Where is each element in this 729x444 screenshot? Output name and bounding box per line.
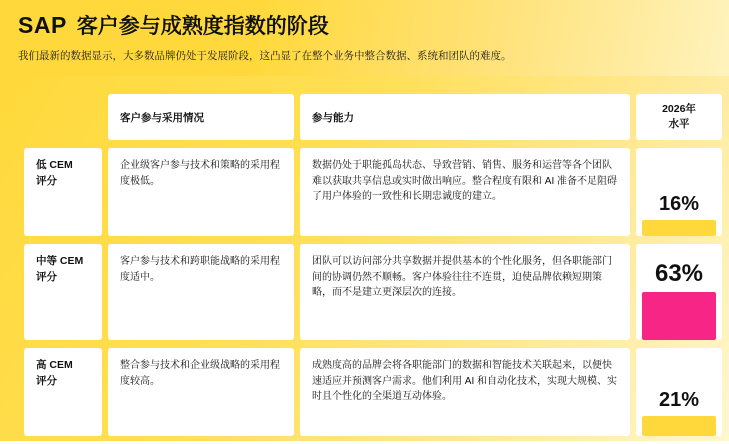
title-row <box>18 10 711 40</box>
cell-stat-high <box>636 348 722 436</box>
column-2026-level-line1: 2026年 <box>662 103 696 116</box>
cell-adoption-high-text: 整合参与技术和企业级战略的采用程度较高。 <box>120 360 280 387</box>
corner-blank <box>24 94 102 140</box>
stat-bar-low <box>642 220 716 236</box>
cell-adoption-medium <box>108 244 294 340</box>
row-label-high <box>24 348 102 436</box>
row-label-high-line2: 评分 <box>36 374 57 387</box>
row-label-low <box>24 148 102 236</box>
stat-bar-high <box>642 416 716 436</box>
cell-capability-high <box>300 348 630 436</box>
table-row <box>24 148 722 236</box>
column-2026-level-line2: 水平 <box>668 118 690 130</box>
page-title: 客户参与成熟度指数的阶段 <box>76 15 329 38</box>
cell-capability-low <box>300 148 630 236</box>
content-area <box>0 76 729 441</box>
row-label-high-line1: 高 CEM <box>36 359 73 371</box>
table-header-row <box>24 94 722 140</box>
row-label-medium-line2: 评分 <box>36 270 57 283</box>
cell-stat-medium <box>636 244 722 340</box>
row-label-medium-line1: 中等 CEM <box>36 255 84 267</box>
table-row <box>24 348 722 436</box>
cell-adoption-low <box>108 148 294 236</box>
row-label-medium <box>24 244 102 340</box>
sap-logo: SAP <box>18 12 67 38</box>
column-capability <box>300 94 630 140</box>
cell-adoption-medium-text: 客户参与技术和跨职能战略的采用程度适中。 <box>120 256 280 283</box>
column-capability-label: 参与能力 <box>312 111 354 124</box>
cell-capability-medium-text: 团队可以访问部分共享数据并提供基本的个性化服务，但各职能部门间的协调仍然不顺畅。客户体验往往不连贯，迫使品牌依赖短期策略，而不是建立更深层次的连接。 <box>312 256 612 298</box>
row-label-low-line1: 低 CEM <box>36 159 73 171</box>
table-row <box>24 244 722 340</box>
cell-adoption-high <box>108 348 294 436</box>
page-header <box>0 0 729 76</box>
cell-capability-low-text: 数据仍处于职能孤岛状态、导致营销、销售、服务和运营等各个团队难以获取共享信息或实时做出响应。整合程度有限和 AI 准备不足阻碍了用户体验的一致性和长期忠诚度的建立。 <box>312 160 618 202</box>
page-subtitle: 我们最新的数据显示，大多数品牌仍处于发展阶段，这凸显了在整个业务中整合数据、系统和团队的难度。 <box>18 50 512 62</box>
stat-bar-medium <box>642 292 716 340</box>
cell-stat-low <box>636 148 722 236</box>
stat-value-low: 16% <box>658 193 700 215</box>
maturity-table <box>18 86 728 444</box>
cell-capability-high-text: 成熟度高的品牌会将各职能部门的数据和智能技术关联起来，以便快速适应并预测客户需求。他们利用 AI 和自动化技术，实现大规模、实时且个性化的全渠道互动体验。 <box>312 360 618 402</box>
stat-value-high: 21% <box>658 389 700 411</box>
row-label-low-line2: 评分 <box>36 174 57 187</box>
column-2026-level <box>636 94 722 140</box>
column-adoption <box>108 94 294 140</box>
column-adoption-label: 客户参与采用情况 <box>120 111 204 124</box>
stat-value-medium: 63% <box>654 260 704 287</box>
cell-capability-medium <box>300 244 630 340</box>
cell-adoption-low-text: 企业级客户参与技术和策略的采用程度极低。 <box>120 160 280 187</box>
